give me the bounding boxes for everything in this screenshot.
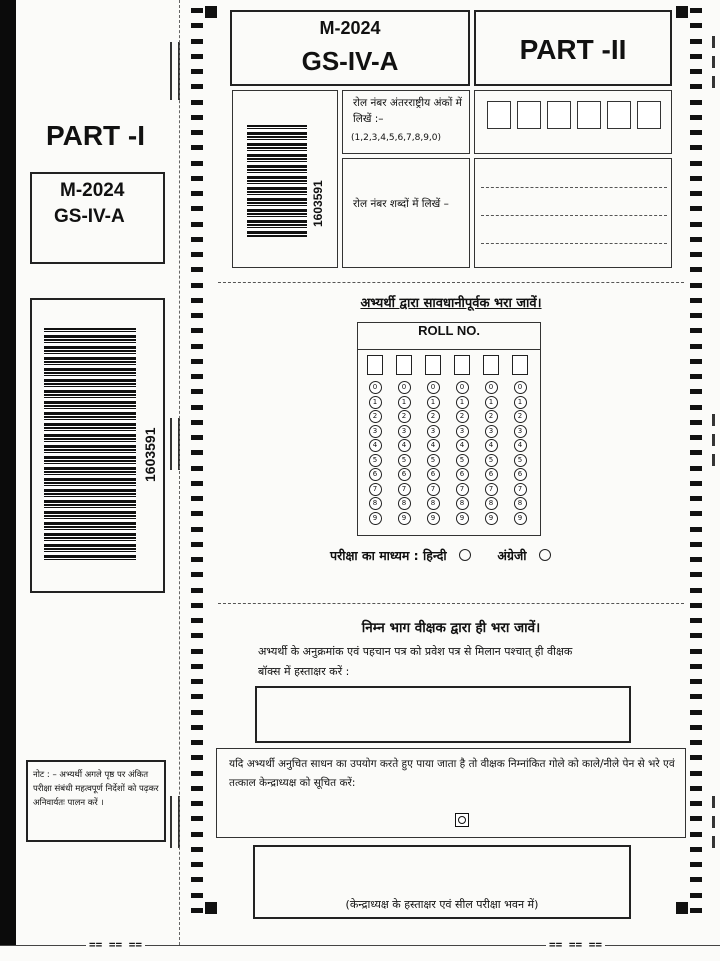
invigilator-signature-box[interactable] <box>255 686 631 743</box>
timing-mark <box>191 39 203 44</box>
corner-mark-tl <box>205 6 217 18</box>
roll-digit-box-2[interactable] <box>517 101 541 129</box>
left-slip-note-box <box>26 760 166 842</box>
timing-mark <box>191 344 203 349</box>
roll-digit-bubble[interactable]: 2 <box>456 410 469 423</box>
timing-mark <box>690 115 702 120</box>
timing-mark <box>191 603 203 608</box>
roll-bubble-columns <box>358 355 540 535</box>
timing-marks-right <box>690 8 704 913</box>
timing-mark <box>690 222 702 227</box>
left-slip-barcode <box>44 328 136 560</box>
roll-digit-bubble[interactable]: 4 <box>398 439 411 452</box>
roll-digit-bubble[interactable]: 0 <box>485 381 498 394</box>
timing-mark <box>690 298 702 303</box>
medium-english-radio[interactable] <box>539 549 551 561</box>
header-code-box <box>230 10 470 86</box>
timing-mark <box>690 145 702 150</box>
numeric-roll-entry[interactable] <box>474 90 672 154</box>
right-edge-ticks-2 <box>712 414 715 470</box>
unfair-means-box <box>216 748 686 838</box>
timing-mark <box>690 755 702 760</box>
roll-digit-column <box>454 355 470 526</box>
roll-digit-bubble[interactable]: 7 <box>398 483 411 496</box>
timing-mark <box>191 740 203 745</box>
timing-mark <box>191 176 203 181</box>
unfair-means-bubble-inner <box>458 816 466 824</box>
roll-digit-bubble[interactable]: 1 <box>485 396 498 409</box>
roll-digit-bubble[interactable]: 7 <box>456 483 469 496</box>
timing-mark <box>690 420 702 425</box>
roll-no-grid <box>357 322 541 536</box>
timing-mark <box>690 130 702 135</box>
timing-mark <box>690 435 702 440</box>
timing-mark <box>191 161 203 166</box>
footer-perforation-right: == == == <box>546 938 605 951</box>
timing-mark <box>690 39 702 44</box>
timing-mark <box>191 313 203 318</box>
roll-digit-bubble[interactable]: 1 <box>456 396 469 409</box>
timing-mark <box>690 527 702 532</box>
header-exam-code: M-2024 <box>319 18 381 38</box>
timing-mark <box>191 542 203 547</box>
header-part-label: PART -II <box>519 34 627 65</box>
timing-mark <box>191 389 203 394</box>
roll-digit-write-box[interactable] <box>512 355 528 375</box>
roll-digit-bubble[interactable]: 9 <box>398 512 411 525</box>
roll-digit-bubble[interactable]: 9 <box>427 512 440 525</box>
words-line-3 <box>481 243 667 244</box>
timing-mark <box>191 664 203 669</box>
roll-digit-bubble[interactable]: 6 <box>427 468 440 481</box>
section-divider-1 <box>218 282 684 283</box>
timing-mark <box>690 237 702 242</box>
roll-digit-bubble[interactable]: 5 <box>398 454 411 467</box>
timing-mark <box>191 328 203 333</box>
timing-mark <box>690 206 702 211</box>
corner-mark-br <box>676 902 688 914</box>
roll-digit-bubble[interactable]: 9 <box>369 512 382 525</box>
timing-mark <box>191 405 203 410</box>
timing-mark <box>191 847 203 852</box>
timing-mark <box>191 771 203 776</box>
words-roll-entry[interactable] <box>474 158 672 268</box>
roll-digit-bubble[interactable]: 2 <box>485 410 498 423</box>
timing-mark <box>690 694 702 699</box>
invigilator-instruction: अभ्यर्थी के अनुक्रमांक एवं पहचान पत्र को प्रवेश पत्र से मिलान पश्चात् ही वीक्षक बॉक्स में हस्ताक्षर करें : <box>258 645 573 678</box>
medium-label: परीक्षा का माध्यम : हिन्दी <box>330 548 447 563</box>
left-slip-paper-code: GS-IV-A <box>54 206 125 227</box>
header-part-box <box>474 10 672 86</box>
roll-digit-column <box>512 355 528 526</box>
roll-digit-box-3[interactable] <box>547 101 571 129</box>
words-instruction-box <box>342 158 470 268</box>
left-slip-barcode-box <box>30 298 165 593</box>
timing-mark <box>191 572 203 577</box>
timing-mark <box>191 725 203 730</box>
left-slip-note: नोट : – अभ्यर्थी अगले पृष्ठ पर अंकित परीक्षा संबंधी महत्वपूर्ण निर्देशों को पढ़कर अनिवार्यतः पालन करें । <box>33 770 159 808</box>
timing-mark <box>690 832 702 837</box>
timing-mark <box>191 267 203 272</box>
timing-mark <box>191 618 203 623</box>
roll-digit-bubble[interactable]: 4 <box>456 439 469 452</box>
timing-mark <box>191 100 203 105</box>
timing-mark <box>690 893 702 898</box>
section-divider-2 <box>218 603 684 604</box>
roll-digit-bubble[interactable]: 6 <box>369 468 382 481</box>
timing-mark <box>191 359 203 364</box>
candidate-section-title: अभ्यर्थी द्वारा सावधानीपूर्वक भरा जावें। <box>360 296 542 311</box>
timing-mark <box>690 679 702 684</box>
roll-no-label: ROLL NO. <box>358 323 540 350</box>
roll-digit-column <box>425 355 441 526</box>
timing-mark <box>191 222 203 227</box>
timing-mark <box>191 466 203 471</box>
timing-mark <box>690 771 702 776</box>
roll-barcode-box <box>232 90 338 268</box>
timing-mark <box>191 145 203 150</box>
timing-mark <box>690 23 702 28</box>
timing-mark <box>191 832 203 837</box>
timing-mark <box>191 435 203 440</box>
roll-digit-bubble[interactable]: 4 <box>427 439 440 452</box>
roll-digit-write-box[interactable] <box>425 355 441 375</box>
roll-digit-bubble[interactable]: 4 <box>369 439 382 452</box>
roll-digit-bubble[interactable]: 7 <box>514 483 527 496</box>
timing-mark <box>690 618 702 623</box>
roll-digit-bubble[interactable]: 3 <box>514 425 527 438</box>
centre-sign-box[interactable] <box>253 845 631 919</box>
timing-mark <box>690 633 702 638</box>
timing-mark <box>690 267 702 272</box>
roll-digit-bubble[interactable]: 3 <box>456 425 469 438</box>
timing-mark <box>690 176 702 181</box>
timing-mark <box>690 786 702 791</box>
roll-digit-bubble[interactable]: 7 <box>485 483 498 496</box>
perforation-line <box>179 0 180 945</box>
timing-mark <box>690 816 702 821</box>
unfair-means-bubble[interactable] <box>455 813 469 827</box>
left-slip-exam-code: M-2024 <box>60 180 125 201</box>
roll-digit-bubble[interactable]: 4 <box>485 439 498 452</box>
roll-digit-bubble[interactable]: 5 <box>514 454 527 467</box>
timing-mark <box>191 801 203 806</box>
roll-digit-bubble[interactable]: 6 <box>398 468 411 481</box>
roll-digit-bubble[interactable]: 5 <box>485 454 498 467</box>
timing-mark <box>191 191 203 196</box>
timing-mark <box>191 115 203 120</box>
roll-digit-column <box>483 355 499 526</box>
roll-digit-bubble[interactable]: 3 <box>369 425 382 438</box>
roll-digit-bubble[interactable]: 2 <box>398 410 411 423</box>
roll-barcode <box>247 125 307 237</box>
timing-mark <box>690 405 702 410</box>
timing-mark <box>191 877 203 882</box>
left-slip-barcode-number: 1603591 <box>142 427 158 482</box>
roll-digit-bubble[interactable]: 5 <box>427 454 440 467</box>
timing-mark <box>191 908 203 913</box>
timing-mark <box>191 54 203 59</box>
timing-mark <box>690 603 702 608</box>
timing-mark <box>690 450 702 455</box>
timing-mark <box>690 710 702 715</box>
timing-mark <box>191 816 203 821</box>
timing-mark <box>191 206 203 211</box>
roll-digit-write-box[interactable] <box>483 355 499 375</box>
timing-mark <box>191 23 203 28</box>
timing-mark <box>191 450 203 455</box>
timing-mark <box>191 755 203 760</box>
roll-digit-bubble[interactable]: 8 <box>427 497 440 510</box>
timing-mark <box>191 481 203 486</box>
timing-mark <box>690 328 702 333</box>
roll-digit-bubble[interactable]: 4 <box>514 439 527 452</box>
roll-digit-bubble[interactable]: 0 <box>427 381 440 394</box>
roll-digit-bubble[interactable]: 8 <box>514 497 527 510</box>
roll-digit-bubble[interactable]: 9 <box>485 512 498 525</box>
roll-digit-bubble[interactable]: 2 <box>427 410 440 423</box>
roll-digit-write-box[interactable] <box>367 355 383 375</box>
roll-digit-box-1[interactable] <box>487 101 511 129</box>
roll-digit-bubble[interactable]: 1 <box>398 396 411 409</box>
timing-mark <box>191 374 203 379</box>
invigilator-section-title: निम्न भाग वीक्षक द्वारा ही भरा जावें। <box>361 620 541 636</box>
roll-digit-bubble[interactable]: 1 <box>369 396 382 409</box>
roll-barcode-number: 1603591 <box>311 180 325 227</box>
timing-mark <box>690 252 702 257</box>
timing-mark <box>690 344 702 349</box>
roll-digit-bubble[interactable]: 7 <box>369 483 382 496</box>
corner-mark-bl <box>205 902 217 914</box>
unfair-means-text: यदि अभ्यर्थी अनुचित साधन का उपयोग करते हुए पाया जाता है तो वीक्षक निम्नांकित गोले को काले/नीले पेन से भरे एवं तत्काल केन्द्राध्यक्ष को सूचित करें: <box>229 758 675 789</box>
roll-digit-bubble[interactable]: 3 <box>398 425 411 438</box>
roll-digit-bubble[interactable]: 3 <box>427 425 440 438</box>
roll-digit-bubble[interactable]: 0 <box>369 381 382 394</box>
timing-mark <box>690 862 702 867</box>
timing-mark <box>191 710 203 715</box>
roll-digit-bubble[interactable]: 5 <box>369 454 382 467</box>
numeric-instruction-box <box>342 90 470 154</box>
timing-mark <box>690 664 702 669</box>
roll-digit-bubble[interactable]: 8 <box>456 497 469 510</box>
timing-mark <box>191 633 203 638</box>
roll-digit-bubble[interactable]: 9 <box>514 512 527 525</box>
timing-mark <box>191 237 203 242</box>
timing-mark <box>191 649 203 654</box>
medium-hindi-radio[interactable] <box>459 549 471 561</box>
timing-mark <box>191 84 203 89</box>
timing-mark <box>191 694 203 699</box>
roll-digit-write-box[interactable] <box>396 355 412 375</box>
header-paper-code: GS-IV-A <box>301 46 399 76</box>
roll-digit-column <box>396 355 412 526</box>
timing-mark <box>191 511 203 516</box>
timing-mark <box>690 542 702 547</box>
roll-digit-bubble[interactable]: 7 <box>427 483 440 496</box>
timing-mark <box>690 725 702 730</box>
footer-perforation-left: == == == <box>86 938 145 951</box>
timing-mark <box>690 100 702 105</box>
timing-mark <box>191 420 203 425</box>
roll-digit-bubble[interactable]: 0 <box>398 381 411 394</box>
timing-mark <box>690 389 702 394</box>
corner-mark-tr <box>676 6 688 18</box>
roll-digit-column <box>367 355 383 526</box>
timing-mark <box>690 466 702 471</box>
timing-mark <box>690 649 702 654</box>
timing-mark <box>191 8 203 13</box>
roll-digit-bubble[interactable]: 5 <box>456 454 469 467</box>
right-edge-ticks-1 <box>712 36 715 92</box>
roll-digit-bubble[interactable]: 0 <box>456 381 469 394</box>
roll-digit-write-box[interactable] <box>454 355 470 375</box>
timing-mark <box>191 862 203 867</box>
timing-mark <box>690 572 702 577</box>
timing-mark <box>690 84 702 89</box>
timing-mark <box>690 740 702 745</box>
roll-digit-bubble[interactable]: 8 <box>398 497 411 510</box>
timing-mark <box>690 359 702 364</box>
timing-mark <box>191 130 203 135</box>
timing-mark <box>690 496 702 501</box>
timing-mark <box>191 786 203 791</box>
words-line-1 <box>481 187 667 188</box>
roll-digit-bubble[interactable]: 8 <box>485 497 498 510</box>
timing-mark <box>191 588 203 593</box>
numeric-hint: (1,2,3,4,5,6,7,8,9,0) <box>351 133 442 143</box>
timing-marks-left <box>191 8 205 913</box>
timing-mark <box>690 54 702 59</box>
timing-mark <box>690 847 702 852</box>
timing-mark <box>191 496 203 501</box>
numeric-instruction: रोल नंबर अंतरराष्ट्रीय अंकों में लिखें :– <box>353 97 462 125</box>
timing-mark <box>191 557 203 562</box>
roll-digit-bubble[interactable]: 6 <box>456 468 469 481</box>
roll-digit-box-4[interactable] <box>577 101 601 129</box>
timing-mark <box>690 313 702 318</box>
timing-mark <box>690 877 702 882</box>
roll-digit-box-6[interactable] <box>637 101 661 129</box>
words-instruction: रोल नंबर शब्दों में लिखें – <box>353 198 449 210</box>
roll-digit-bubble[interactable]: 3 <box>485 425 498 438</box>
medium-english-label: अंग्रेजी <box>497 548 527 563</box>
timing-mark <box>690 511 702 516</box>
roll-digit-bubble[interactable]: 2 <box>514 410 527 423</box>
timing-mark <box>690 8 702 13</box>
timing-mark <box>690 908 702 913</box>
left-edge-bar <box>0 0 16 945</box>
words-line-2 <box>481 215 667 216</box>
left-slip-code-box <box>30 172 165 264</box>
timing-mark <box>690 283 702 288</box>
timing-mark <box>690 801 702 806</box>
timing-mark <box>690 481 702 486</box>
centre-sign-caption: (केन्द्राध्यक्ष के हस्ताक्षर एवं सील परीक्षा भवन में) <box>345 898 539 911</box>
roll-digit-bubble[interactable]: 6 <box>485 468 498 481</box>
timing-mark <box>191 283 203 288</box>
timing-mark <box>191 69 203 74</box>
timing-mark <box>690 557 702 562</box>
timing-mark <box>191 679 203 684</box>
right-edge-ticks-3 <box>712 796 715 852</box>
timing-mark <box>191 252 203 257</box>
roll-digit-bubble[interactable]: 6 <box>514 468 527 481</box>
timing-mark <box>690 191 702 196</box>
timing-mark <box>690 161 702 166</box>
medium-row <box>330 547 551 564</box>
timing-mark <box>191 893 203 898</box>
roll-digit-bubble[interactable]: 8 <box>369 497 382 510</box>
timing-mark <box>191 527 203 532</box>
timing-mark <box>690 588 702 593</box>
timing-mark <box>690 69 702 74</box>
roll-digit-bubble[interactable]: 1 <box>427 396 440 409</box>
roll-digit-bubble[interactable]: 9 <box>456 512 469 525</box>
timing-mark <box>690 374 702 379</box>
roll-digit-bubble[interactable]: 0 <box>514 381 527 394</box>
timing-mark <box>191 298 203 303</box>
roll-digit-bubble[interactable]: 1 <box>514 396 527 409</box>
roll-digit-box-5[interactable] <box>607 101 631 129</box>
roll-digit-bubble[interactable]: 2 <box>369 410 382 423</box>
left-slip-part-label: PART -I <box>46 120 146 151</box>
